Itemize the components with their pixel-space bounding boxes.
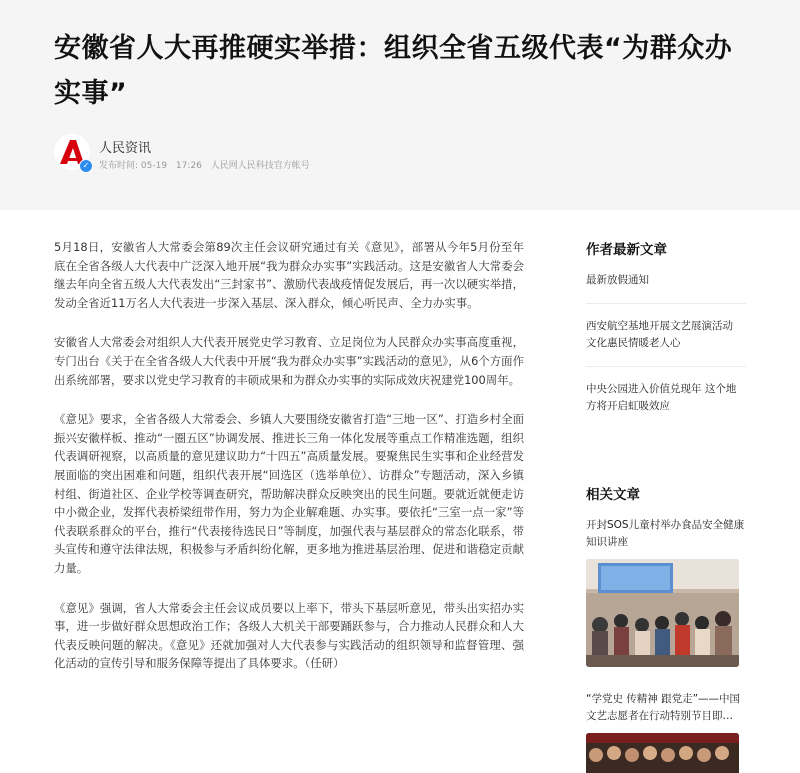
latest-article-link[interactable]: 中央公园进入价值兑现年 这个地方将开启虹吸效应 — [586, 383, 737, 412]
related-articles-heading: 相关文章 — [586, 487, 640, 503]
publish-date: 发布时间: 05-19 — [99, 161, 168, 171]
article-body — [54, 238, 524, 694]
publish-meta — [99, 158, 316, 171]
related-article-thumbnail[interactable] — [586, 559, 739, 667]
article-paragraph: 《意见》要求，全省各级人大常委会、乡镇人大要围绕安徽省打造“三地一区”、打造乡村全面振兴安徽样板、推动“一圈五区”协调发展、推进长三角一体化发展等重点工作精准选题，组织代表调研视察，以高质量的意见建议助力“十四五”高质量发展。要聚焦民生实事和企业经营发展面临的突出困难和问题，组织代表开展“回选区（选举单位）、访群众”专题活动，深入乡镇村组、街道社区、企业学校等调查研究，帮助解决群众反映突出的民生问题。要就近就便走访中小微企业，发挥代表桥梁纽带作用，努力为企业解难题、办实事。要依托“三室一点一家”等代表联系群众的平台，推行“代表接待选民日”等制度，加强代表与基层群众的常态化联系，带头宣传和遵守法律法规，积极参与矛盾纠纷化解，更多地为推进基层治理、促进和谐稳定贡献力量。 — [54, 412, 524, 575]
article-title: 安徽省人大再推硬实举措：组织全省五级代表“为群众办实事” — [54, 33, 733, 109]
sidebar — [586, 238, 746, 773]
latest-articles-heading: 作者最新文章 — [586, 242, 667, 258]
related-article-link[interactable]: 开封SOS儿童村举办食品安全健康知识讲座 — [586, 519, 745, 548]
source-note: 人民网人民科技官方帐号 — [210, 161, 310, 171]
article-paragraph: 《意见》强调，省人大常委会主任会议成员要以上率下，带头下基层听意见，带头出实招办实事，进一步做好群众思想政治工作；各级人大机关干部要踊跃参与，合力推动人民群众和人大代表反映问题的解决。《意见》还就加强对人大代表参与实践活动的组织领导和监督管理、强化活动的宣传引导和服务保障等提出了具体要求。（任研） — [54, 600, 524, 671]
latest-article-link[interactable]: 最新放假通知 — [586, 272, 746, 304]
article-paragraph: 安徽省人大常委会对组织人大代表开展党史学习教育、立足岗位为人民群众办实事高度重视，专门出台《关于在全省各级人大代表中开展“我为群众办实事”实践活动的意见》，从6个方面作出系统部署，要求以党史学习教育的丰硕成果和为群众办实事的实际成效庆祝建党100周年。 — [54, 335, 524, 387]
latest-article-link[interactable]: 西安航空基地开展文艺展演活动 文化惠民情暖老人心 — [586, 318, 746, 367]
article-paragraph: 5月18日，安徽省人大常委会第89次主任会议研究通过有关《意见》，部署从今年5月份至年底在全省各级人大代表中广泛深入地开展“我为群众办实事”实践活动。这是安徽省人大常委会继去年向全省五级人大代表发出“三封家书”、激励代表战疫情促发展后，再一次以硬实举措，发动全省近11万名人大代表进一步深入基层、深入群众，倾心听民声、全力办实事。 — [54, 240, 524, 310]
related-article-link[interactable]: “学党史 传精神 跟党走”——中国文艺志愿者在行动特别节目即… — [586, 693, 741, 722]
author-name[interactable]: 人民资讯 — [99, 141, 152, 156]
verified-badge-icon: ✓ — [79, 159, 93, 173]
article-header — [0, 0, 800, 210]
author-info — [54, 134, 554, 174]
publish-time: 17:26 — [175, 161, 202, 171]
related-article-thumbnail[interactable] — [586, 733, 739, 773]
